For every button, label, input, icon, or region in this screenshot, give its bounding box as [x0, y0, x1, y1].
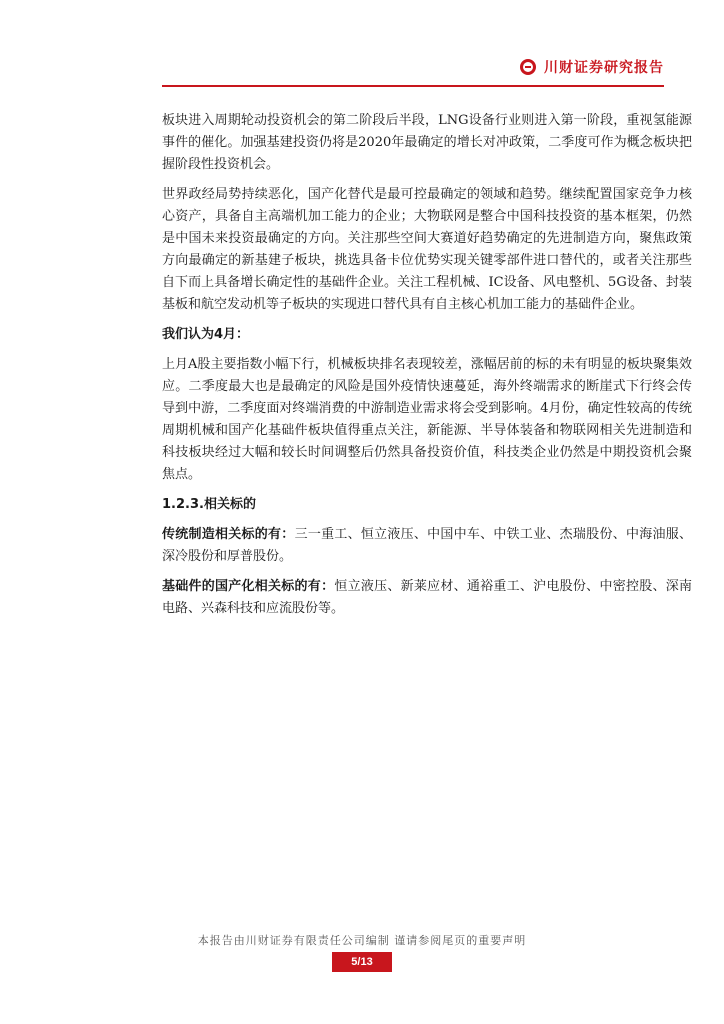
header-divider [162, 85, 664, 87]
paragraph-1: 板块进入周期轮动投资机会的第二阶段后半段，LNG设备行业则进入第一阶段，重视氢能源事件的催化。加强基建投资仍将是2020年最确定的增长对冲政策，二季度可作为概念板块把握阶段性投资机会。 [162, 113, 692, 172]
brand-title: 川财证券研究报告 [544, 60, 664, 76]
basic-parts-targets-list: 恒立液压、新莱应材、通裕重工、沪电股份、中密控股、深南电路、兴森科技和应流股份等。 [162, 579, 692, 616]
disclaimer-note: 本报告由川财证券有限责任公司编制 谨请参阅尾页的重要声明 [197, 934, 527, 947]
paragraph-2: 世界政经局势持续恶化，国产化替代是最可控最确定的领域和趋势。继续配置国家竞争力核心资产，具备自主高端机加工能力的企业；大物联网是整合中国科技投资的基本框架，仍然是中国未来投资最确定的方向。关注那些空间大赛道好趋势确定的先进制造方向，聚焦政策方向最确定的新基建子板块，挑选具备卡位优势实现关键零部件进口替代的，或者关注那些自下而上具备增长确定性的基础件企业。关注工程机械、IC设备、风电整机、5G设备、封装基板和航空发动机等子板块的实现进口替代具有自主核心机加工能力的基础件企业。 [162, 187, 692, 312]
traditional-targets-label: 传统制造相关标的有： [162, 527, 295, 542]
section-heading: 1.2.3.相关标的 [162, 497, 256, 512]
traditional-targets-list: 三一重工、恒立液压、中国中车、中铁工业、杰瑞股份、中海油服、深冷股份和厚普股份。 [162, 527, 692, 564]
paragraph-3: 上月A股主要指数小幅下行，机械板块排名表现较差，涨幅居前的标的未有明显的板块聚集效应。二季度最大也是最确定的风险是国外疫情快速蔓延，海外终端需求的断崖式下行终会传导到中游，二季度面对终端消费的中游制造业需求将会受到影响。4月份，确定性较高的传统周期机械和国产化基础件板块值得重点关注，新能源、半导体装备和物联网相关先进制造和科技板块经过大幅和较长时间调整后仍然具备投资价值，科技类企业仍然是中期投资机会聚焦点。 [162, 357, 692, 482]
page-number-badge: 5/13 [332, 952, 392, 972]
basic-parts-targets-label: 基础件的国产化相关标的有： [162, 579, 335, 594]
brand-logo-icon [520, 59, 536, 75]
page-header [520, 50, 664, 84]
paragraph-traditional-targets [162, 524, 692, 568]
paragraph-basic-parts-targets [162, 576, 692, 620]
subheading-april: 我们认为4月： [162, 327, 250, 342]
document-body [162, 110, 692, 628]
